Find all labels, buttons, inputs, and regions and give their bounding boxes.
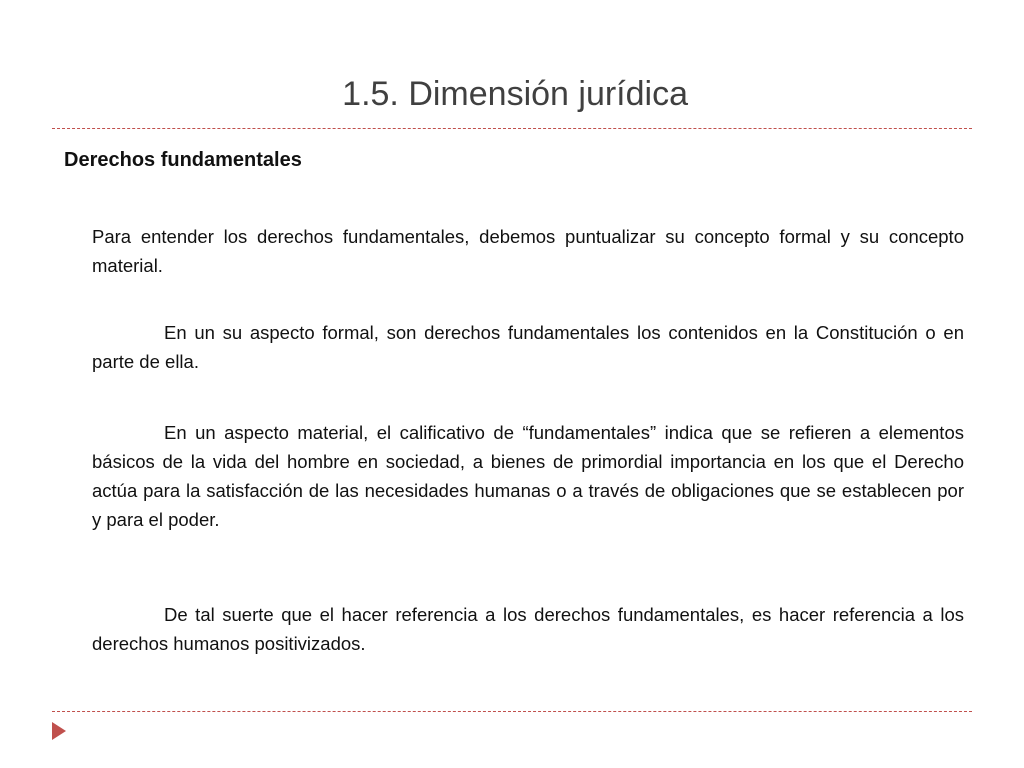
paragraph-2: En un su aspecto formal, son derechos fundamentales los contenidos en la Constitución o en parte de ella. bbox=[92, 322, 964, 372]
top-divider bbox=[52, 128, 972, 129]
bottom-divider bbox=[52, 711, 972, 712]
slide-title: 1.5. Dimensión jurídica bbox=[342, 75, 688, 113]
paragraph-3: En un aspecto material, el calificativo de “fundamentales” indica que se refieren a elementos básicos de la vida del hombre en sociedad, a bienes de primordial importancia en los que el Derecho actúa para la satisfacción de las necesidades humanas o a través de obligaciones que se establecen por y para el poder. bbox=[92, 422, 964, 530]
paragraph-4: De tal suerte que el hacer referencia a los derechos fundamentales, es hacer referencia a los derechos humanos positivizados. bbox=[92, 604, 964, 654]
paragraph-1: Para entender los derechos fundamentales, debemos puntualizar su concepto formal y su concepto material. bbox=[92, 226, 964, 276]
play-triangle-icon bbox=[50, 720, 68, 742]
section-heading: Derechos fundamentales bbox=[64, 149, 302, 171]
